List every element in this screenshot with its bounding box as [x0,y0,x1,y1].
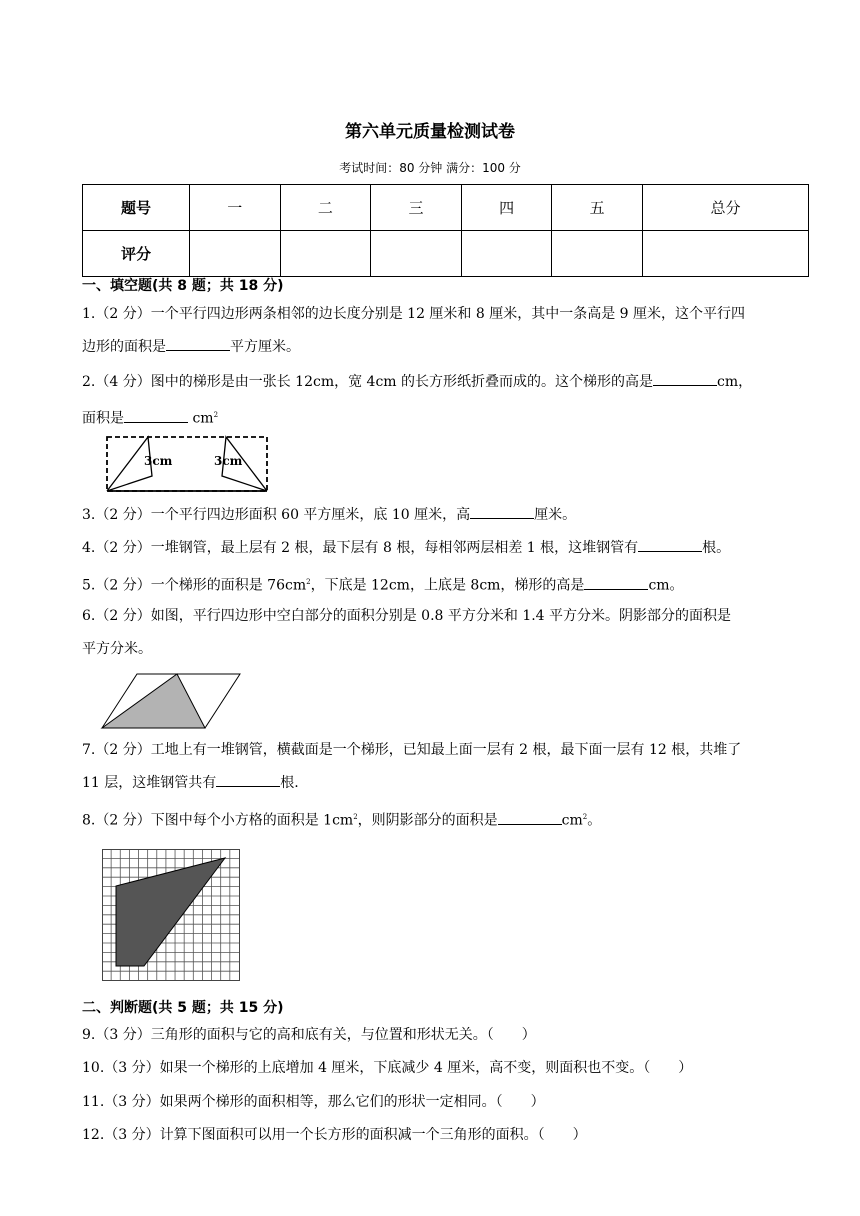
question-text: 5.（2 分）一个梯形的面积是 76cm [82,577,307,594]
question-1 [82,298,812,364]
answer-blank[interactable] [498,808,562,825]
superscript: 2 [353,813,358,821]
folded-trapezoid-figure [104,434,270,494]
question-text: 4.（2 分）一堆钢管，最上层有 2 根，最下层有 8 根，每相邻两层相差 1 根，这堆钢管有 [82,540,639,556]
question-text [82,366,812,399]
question-text: 平方厘米。 [230,339,300,355]
question-text: 平方分米。 [82,641,152,657]
fig-label: 3cm [214,454,243,468]
question-5 [82,566,812,603]
question-text: 6.（2 分）如图，平行四边形中空白部分的面积分别是 0.8 平方分米和 1.4 平方分米。阴影部分的面积是 [82,608,732,624]
question-text: cm [561,812,583,829]
question-text: cm， [717,374,753,390]
answer-blank[interactable] [584,573,648,590]
question-text: 2.（4 分）图中的梯形是由一张长 12cm，宽 4cm 的长方形纸折叠而成的。这个梯形的高是 [82,374,654,390]
unit: cm [188,410,214,427]
question-text: 1.（2 分）一个平行四边形两条相邻的边长度分别是 12 厘米和 8 厘米，其中一条高是 9 厘米，这个平行四 [82,306,746,322]
score-cell: 一 [190,185,281,231]
question-text: cm。 [648,577,684,594]
section-heading: 二、判断题(共 5 题；共 15 分) [82,1000,284,1016]
score-input-cell[interactable] [642,231,808,277]
exam-info: 考试时间：80 分钟 满分：100 分 [339,161,521,175]
question-text: 根。 [702,540,731,556]
question-7 [82,734,812,800]
fig-label: 3cm [144,454,173,468]
answer-blank[interactable] [216,770,280,787]
question-text: 面积是 [82,410,124,427]
score-cell: 二 [280,185,371,231]
question-text: 3.（2 分）一个平行四边形面积 60 平方厘米，底 10 厘米，高 [82,507,471,523]
question-11: 11.（3 分）如果两个梯形的面积相等，那么它们的形状一定相同。（ ） [82,1094,545,1110]
score-table-header-row [83,185,809,231]
question-text: 根. [280,775,299,791]
page-title: 第六单元质量检测试卷 [345,122,515,142]
superscript: 2 [582,813,588,821]
parallelogram-figure [100,671,242,731]
superscript: 2 [213,411,219,419]
question-6 [82,600,812,666]
answer-blank[interactable] [124,406,188,423]
question-text [82,399,812,436]
score-cell: 总分 [642,185,808,231]
question-text: 11 层，这堆钢管共有 [82,775,217,791]
question-text: 边形的面积是 [82,339,166,355]
score-cell: 题号 [83,185,190,231]
answer-blank[interactable] [166,334,230,351]
answer-blank[interactable] [638,535,702,552]
score-table-score-row [83,231,809,277]
question-9: 9.（3 分）三角形的面积与它的高和底有关，与位置和形状无关。（ ） [82,1027,536,1043]
score-cell: 五 [552,185,643,231]
section-heading: 一、填空题(共 8 题；共 18 分) [82,278,284,294]
question-4 [82,532,812,565]
answer-blank[interactable] [470,502,534,519]
question-8 [82,801,812,838]
question-text: 8.（2 分）下图中每个小方格的面积是 1cm [82,812,354,829]
score-input-cell[interactable] [552,231,643,277]
score-input-cell[interactable] [280,231,371,277]
question-2 [82,366,812,436]
question-10: 10.（3 分）如果一个梯形的上底增加 4 厘米，下底减少 4 厘米，高不变，则面积也不变。（ ） [82,1060,693,1076]
grid-figure [102,849,240,981]
question-3 [82,499,812,532]
score-cell: 三 [371,185,462,231]
question-text [82,767,812,800]
score-cell: 评分 [83,231,190,277]
score-input-cell[interactable] [461,231,552,277]
answer-blank[interactable] [653,369,717,386]
superscript: 2 [306,578,311,586]
question-text: ，则阴影部分的面积是 [357,812,498,829]
score-input-cell[interactable] [371,231,462,277]
score-table [82,184,809,277]
score-input-cell[interactable] [190,231,281,277]
question-text [82,331,812,364]
question-text: 。 [587,812,602,829]
question-text: ，下底是 12cm，上底是 8cm，梯形的高是 [310,577,585,594]
score-cell: 四 [461,185,552,231]
question-12: 12.（3 分）计算下图面积可以用一个长方形的面积减一个三角形的面积。（ ） [82,1127,587,1143]
question-text: 7.（2 分）工地上有一堆钢管，横截面是一个梯形，已知最上面一层有 2 根，最下面一层有 12 根，共堆了 [82,742,742,758]
question-text: 厘米。 [534,507,577,523]
